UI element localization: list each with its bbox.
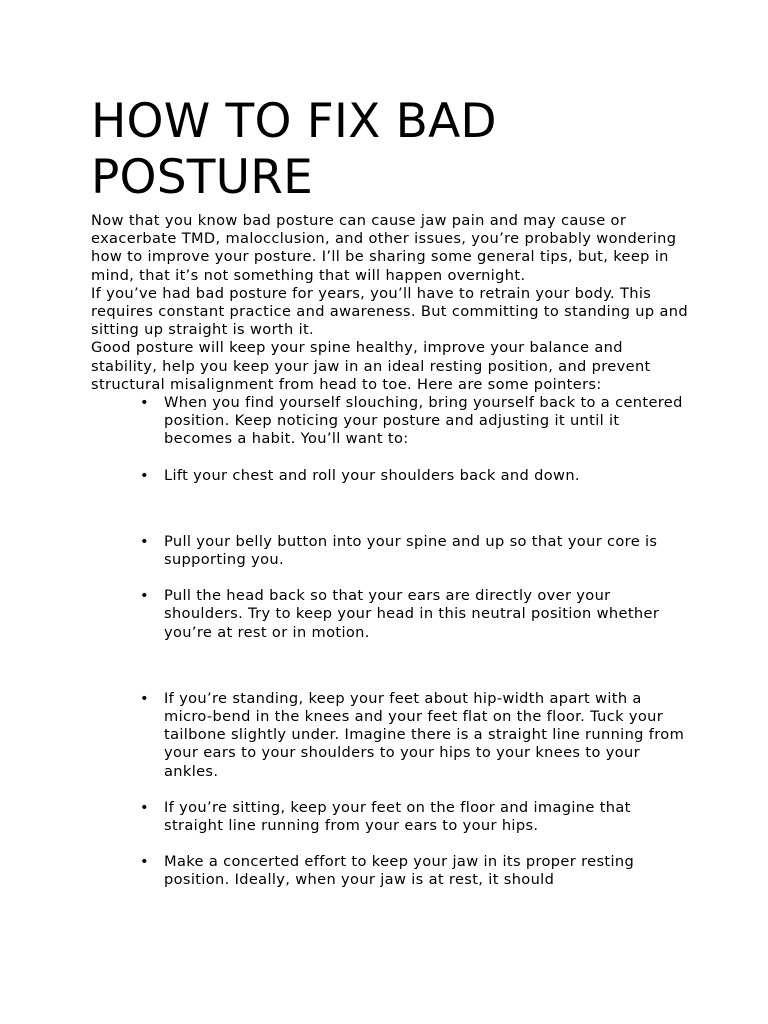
bullet-icon: •	[140, 853, 149, 871]
paragraph: If you’ve had bad posture for years, you’ll have to retrain your body. This requires constant practice and awareness. But committing to standing up and sitting up straight is worth it.	[91, 284, 688, 339]
list-item	[91, 799, 691, 835]
pointers-list	[91, 394, 691, 890]
list-item-text: If you’re standing, keep your feet about hip-width apart with a micro-bend in the knees and your feet flat on the floor. Tuck your tailbone slightly under. Imagine there is a straight line running from your ears to your shoulders to your hips to your knees to your ankles.	[164, 689, 685, 780]
list-item-text: Make a concerted effort to keep your jaw in its proper resting position. Ideally, when your jaw is at rest, it should	[164, 853, 635, 889]
list-item-text: If you’re sitting, keep your feet on the floor and imagine that straight line running from your ears to your hips.	[164, 798, 631, 835]
list-item	[91, 587, 691, 642]
page-title: HOW TO FIX BAD POSTURE	[91, 94, 497, 205]
bullet-icon: •	[140, 798, 149, 816]
list-item	[91, 533, 691, 569]
document-page	[91, 94, 691, 890]
list-item	[91, 394, 691, 449]
list-item	[91, 467, 691, 485]
bullet-icon: •	[140, 689, 149, 707]
list-item-text: Pull the head back so that your ears are directly over your shoulders. Try to keep your head in this neutral position whether you’re at rest or in motion.	[164, 587, 660, 641]
paragraph: Good posture will keep your spine healthy, improve your balance and stability, help you keep your jaw in an ideal resting position, and prevent structural misalignment from head to toe. Here are some pointers:	[91, 339, 651, 393]
bullet-icon: •	[140, 587, 149, 605]
list-item-text: Pull your belly button into your spine and up so that your core is supporting you.	[164, 532, 658, 569]
list-item	[91, 853, 691, 889]
list-item-text: When you find yourself slouching, bring yourself back to a centered position. Keep noticing your posture and adjusting it until it becomes a habit. You’ll want to:	[164, 394, 683, 448]
bullet-icon: •	[140, 466, 149, 484]
list-item-text: Lift your chest and roll your shoulders back and down.	[164, 466, 580, 484]
list-item	[91, 690, 691, 781]
bullet-icon: •	[140, 394, 149, 412]
paragraph: Now that you know bad posture can cause jaw pain and may cause or exacerbate TMD, malocclusion, and other issues, you’re probably wondering how to improve your posture. I’ll be sharing some general tips, but, keep in mind, that it’s not something that will happen overnight.	[91, 212, 677, 284]
bullet-icon: •	[140, 532, 149, 550]
